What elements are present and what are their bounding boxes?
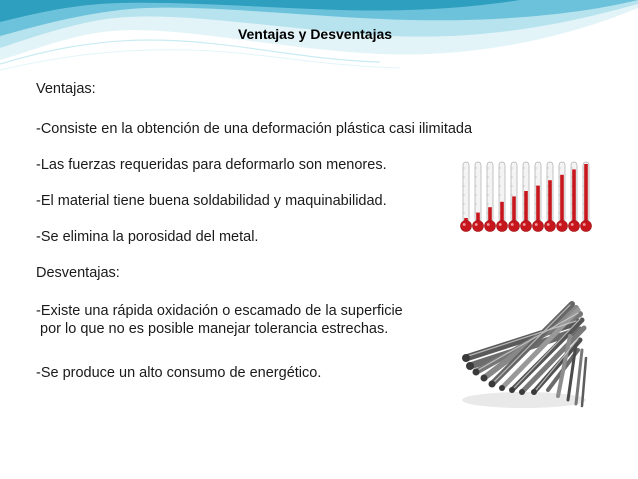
ventaja-4: -Se elimina la porosidad del metal. <box>36 229 259 245</box>
ventaja-3: -El material tiene buena soldabilidad y maquinabilidad. <box>36 193 387 209</box>
ventaja-1: -Consiste en la obtención de una deformación plástica casi ilimitada <box>36 121 473 137</box>
ventajas-heading: Ventajas: <box>36 81 96 97</box>
ventaja-2: -Las fuerzas requeridas para deformarlo son menores. <box>36 157 387 173</box>
desventaja-1-line-1: -Existe una rápida oxidación o escamado de la superficie <box>36 303 403 319</box>
desventajas-heading: Desventajas: <box>36 265 120 281</box>
slide-title <box>0 26 638 42</box>
metal-rods-icon <box>460 300 590 412</box>
slide-title-text: Ventajas y Desventajas <box>237 26 393 42</box>
thermometer-row-icon <box>458 158 598 238</box>
desventaja-2: -Se produce un alto consumo de energético. <box>36 365 322 381</box>
desventaja-1-line-2: por lo que no es posible manejar tolerancia estrechas. <box>36 321 389 337</box>
